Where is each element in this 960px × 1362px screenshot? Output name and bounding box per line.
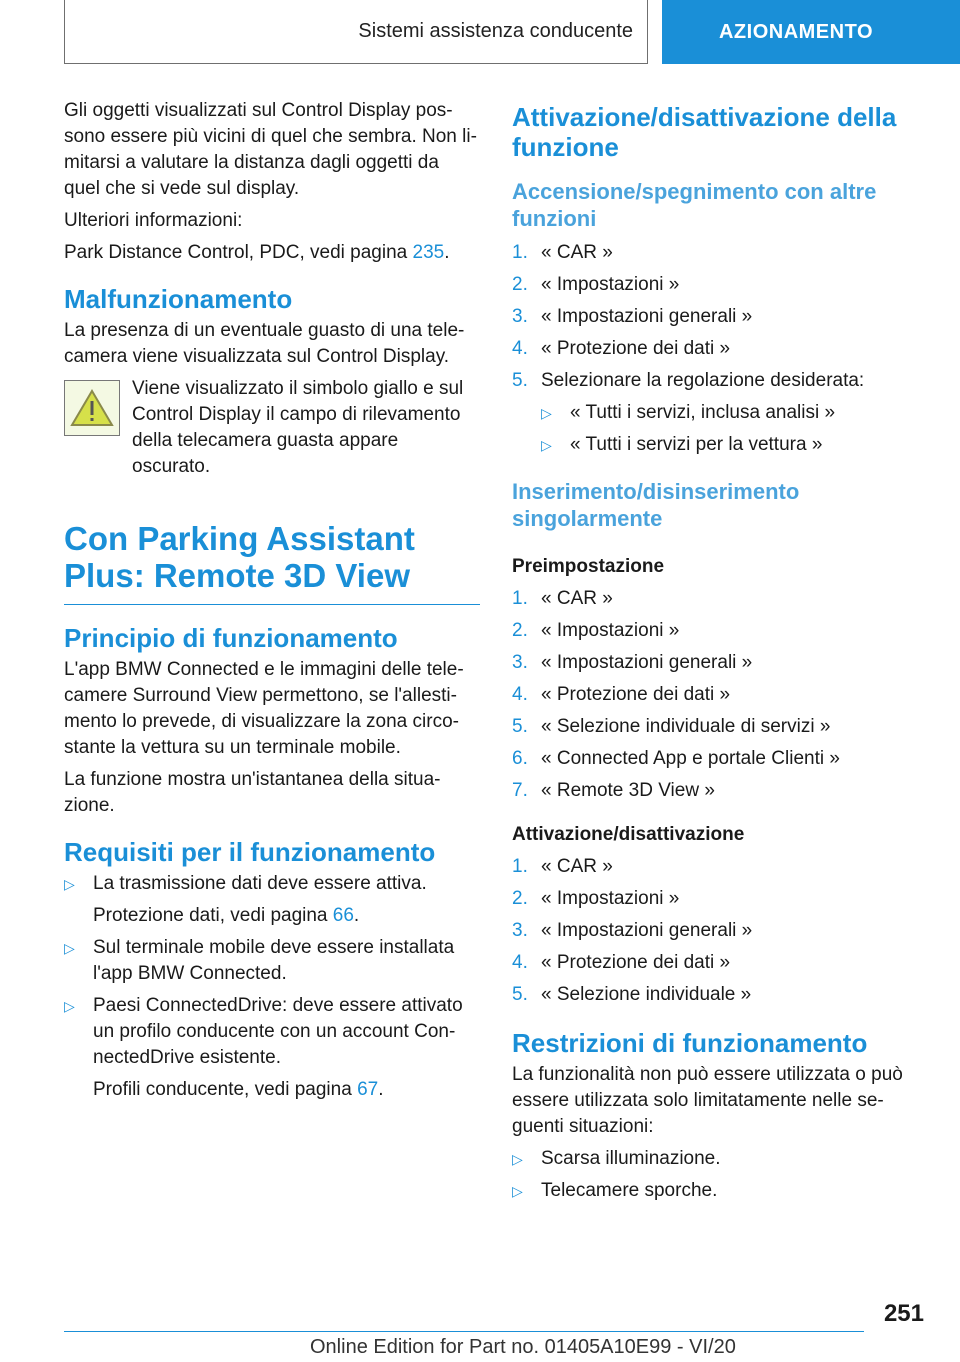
list-item: 6. « Connected App e portale Clienti »: [512, 748, 840, 769]
list-item: 5. « Selezione individuale di servizi »: [512, 716, 831, 737]
left-column: [64, 98, 480, 1109]
header-chapter-tab[interactable]: [662, 0, 960, 64]
triangle-right-bullet-icon: ▷: [64, 876, 75, 892]
warning-triangle-icon: [64, 380, 120, 436]
list-item-reference: Protezione dati, vedi pagina 66.: [93, 905, 360, 926]
list-item: 5. « Selezione individuale »: [512, 984, 752, 1005]
onoff-steps: [512, 240, 912, 394]
principle-paragraph-2: La funzione mostra un'istantanea della situa-zione.: [64, 769, 441, 816]
preset-label: Preimpostazione: [512, 556, 665, 577]
triangle-right-bullet-icon: ▷: [541, 405, 552, 421]
list-item: 1. « CAR »: [512, 856, 613, 877]
page-link-235[interactable]: 235: [412, 242, 445, 263]
list-item: ▷ « Tutti i servizi per la vettura »: [541, 432, 912, 458]
page-number: 251: [883, 1300, 924, 1327]
restrictions-list: [512, 1146, 912, 1204]
requirements-heading: Requisiti per il funzionamento: [64, 837, 436, 867]
chapter-heading: Con Parking Assistant Plus: Remote 3D View: [64, 520, 415, 594]
pdc-reference: Park Distance Control, PDC, vedi pagina 235.: [64, 242, 450, 263]
list-item: ▷ Paesi ConnectedDrive: deve essere attivato un profilo conducente con un account Con-nectedDrive esistente.: [64, 993, 480, 1071]
list-item: 1. « CAR »: [512, 588, 613, 609]
principle-heading: Principio di funzionamento: [64, 623, 398, 653]
list-item: 4. « Protezione dei dati »: [512, 338, 731, 359]
list-item: ▷ Telecamere sporche.: [512, 1178, 912, 1204]
onoff-heading: Accensione/spegnimento con altre funzioni: [512, 179, 877, 231]
chapter-heading-rule: [64, 604, 480, 605]
onoff-sub-options: [541, 400, 912, 458]
malfunction-text: La presenza di un eventuale guasto di una tele-camera viene visualizzata sul Control Display.: [64, 320, 465, 367]
activation-heading: Attivazione/disattivazione della funzione: [512, 102, 897, 162]
triangle-right-bullet-icon: ▷: [541, 437, 552, 453]
warning-notice: [64, 376, 480, 486]
list-item: 2. « Impostazioni »: [512, 888, 680, 909]
list-item: 2. « Impostazioni »: [512, 620, 680, 641]
triangle-right-bullet-icon: ▷: [512, 1151, 523, 1167]
header-chapter-label: AZIONAMENTO: [718, 20, 873, 43]
list-item: 2. « Impostazioni »: [512, 274, 680, 295]
list-item: 3. « Impostazioni generali »: [512, 652, 753, 673]
restrictions-heading: Restrizioni di funzionamento: [512, 1028, 868, 1058]
triangle-right-bullet-icon: ▷: [64, 998, 75, 1014]
requirements-list: [64, 871, 480, 1103]
list-item: 4. « Protezione dei dati »: [512, 952, 731, 973]
footer-rule: [64, 1331, 864, 1332]
footer-edition: [310, 1336, 736, 1359]
preset-steps: [512, 586, 912, 804]
page-link-66[interactable]: 66: [332, 905, 354, 926]
list-item-reference: Profili conducente, vedi pagina 67.: [93, 1079, 384, 1100]
triangle-right-bullet-icon: ▷: [512, 1183, 523, 1199]
edition-text: Online Edition for Part no. 01405A10E99 - VI/20: [310, 1336, 736, 1358]
list-item: 1. « CAR »: [512, 242, 613, 263]
intro-paragraph: Gli oggetti visualizzati sul Control Display pos-sono essere più vicini di quel che sembra. Non li-mitarsi a valutare la distanza dagli oggetti da quel che si vede sul display.: [64, 100, 477, 199]
header-section-label: Sistemi assistenza conducente: [358, 20, 633, 42]
malfunction-heading: Malfunzionamento: [64, 284, 293, 314]
warning-text: Viene visualizzato il simbolo giallo e sul Control Display il campo di rilevamento della telecamera guasta appare oscurato.: [132, 378, 464, 477]
list-item: 5. Selezionare la regolazione desiderata:: [512, 370, 865, 391]
toggle-steps: [512, 854, 912, 1008]
list-item: ▷ « Tutti i servizi, inclusa analisi »: [541, 400, 912, 426]
individual-heading: Inserimento/disinserimento singolarmente: [512, 479, 800, 531]
toggle-label: Attivazione/disattivazione: [512, 824, 745, 845]
principle-paragraph-1: L'app BMW Connected e le immagini delle tele-camere Surround View permettono, se l'allesti-mento lo prevede, di visualizzare la zona circo-stante la vettura su un terminale mobile.: [64, 659, 464, 758]
page-link-67[interactable]: 67: [357, 1079, 379, 1100]
list-item: 7. « Remote 3D View »: [512, 780, 715, 801]
list-item: 3. « Impostazioni generali »: [512, 920, 753, 941]
header-section-title: [64, 0, 648, 64]
more-info-label: Ulteriori informazioni:: [64, 210, 243, 231]
triangle-right-bullet-icon: ▷: [64, 940, 75, 956]
list-item: 3. « Impostazioni generali »: [512, 306, 753, 327]
list-item: ▷ Sul terminale mobile deve essere installata l'app BMW Connected.: [64, 935, 480, 987]
right-column: [512, 98, 912, 1210]
list-item: ▷ La trasmissione dati deve essere attiva.: [64, 871, 480, 897]
list-item: 4. « Protezione dei dati »: [512, 684, 731, 705]
restrictions-text: La funzionalità non può essere utilizzata o può essere utilizzata solo limitatamente nelle se-guenti situazioni:: [512, 1064, 903, 1137]
list-item: ▷ Scarsa illuminazione.: [512, 1146, 912, 1172]
